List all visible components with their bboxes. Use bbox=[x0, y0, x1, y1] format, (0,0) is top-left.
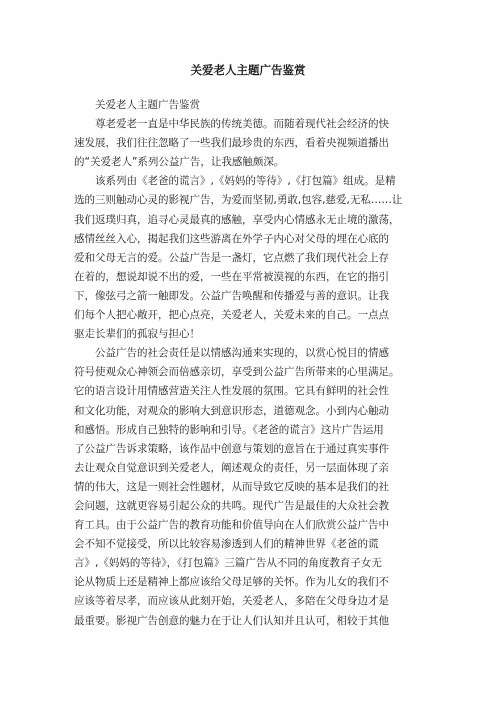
text-line: 最重要。影视广告创意的魅力在于让人们认知并且认可，相较于其他 bbox=[74, 614, 389, 627]
document-subtitle: 关爱老人主题广告鉴赏 bbox=[95, 99, 200, 111]
text-line: 速发展，我们往往忽略了一些我们最珍贵的东西，看着央视频道播出 bbox=[74, 137, 389, 150]
text-line: 育工具。由于公益广告的教育功能和价值导向在人们欣赏公益广告中 bbox=[74, 519, 389, 532]
text-line: 我们返璞归真，追寻心灵最真的感触，享受内心情感永无止境的激荡， bbox=[74, 213, 400, 226]
text-line: 和感悟。形成自己独特的影响和引导。《老爸的谎言》这片广告运用 bbox=[74, 423, 384, 436]
text-line: 驱走长辈们的孤寂与担心！ bbox=[74, 328, 200, 341]
text-line: 会问题，这就更容易引起公众的共鸣。现代广告是最佳的大众社会教 bbox=[74, 499, 389, 512]
text-line: 们每个人把心敞开，把心点亮，关爱老人，关爱未来的自己。一点点 bbox=[74, 309, 389, 322]
text-line: 了公益广告诉求策略，该作品中创意与策划的意旨在于通过真实事件 bbox=[74, 442, 389, 455]
text-line: 尊老爱老一直是中华民族的传统美德。而随着现代社会经济的快 bbox=[95, 118, 389, 131]
text-line: 符号使观众心神领会而倍感亲切，享受到公益广告所带来的心里满足。 bbox=[74, 366, 400, 379]
text-line: 选的三则触动心灵的影视广告，为爱而坚韧,勇敢,包容,慈爱,无私……让 bbox=[74, 194, 403, 207]
text-line: 会不知不觉接受，所以比较容易渗透到人们的精神世界《老爸的谎 bbox=[74, 538, 379, 551]
text-line: 该系列由《老爸的谎言》,《妈妈的等待》,《打包篇》组成。是精 bbox=[95, 175, 396, 188]
text-line: 言》,《妈妈的等待》，《打包篇》三篇广告从不同的角度教育子女无 bbox=[74, 557, 382, 570]
text-line: 去让观众自觉意识到关爱老人，阐述观众的责任，另一层面体现了亲 bbox=[74, 461, 389, 474]
document-body bbox=[74, 96, 424, 631]
text-line: 在着的，想说却说不出的爱，一些在平常被漠视的东西，在它的指引 bbox=[74, 270, 389, 283]
text-line: 和文化功能，对观众的影响大到意识形态，道德观念。小到内心触动 bbox=[74, 404, 389, 417]
document-title: 关爱老人主题广告鉴赏 bbox=[190, 63, 306, 77]
text-line: 它的语言设计用情感营造关注人性发展的氛围。它具有鲜明的社会性 bbox=[74, 385, 389, 398]
text-line: 感情丝丝入心，揭起我们这些游离在外学子内心对父母的埋在心底的 bbox=[74, 232, 389, 245]
text-line: 的“关爱老人”系列公益广告，让我感触颇深。 bbox=[74, 156, 285, 169]
text-line: 论从物质上还是精神上都应该给父母足够的关怀。作为儿女的我们不 bbox=[74, 576, 389, 589]
text-line: 公益广告的社会责任是以情感沟通来实现的，以赏心悦目的情感 bbox=[95, 347, 389, 360]
text-line: 爱和父母无言的爱。公益广告是一盏灯，它点燃了我们现代社会上存 bbox=[74, 251, 389, 264]
text-line: 下，像弦弓之箭一触即发。公益广告唤醒和传播爱与善的意识。让我 bbox=[74, 289, 389, 302]
text-line: 应该等着尽孝，而应该从此刻开始，关爱老人，多陪在父母身边才是 bbox=[74, 595, 389, 608]
text-line: 情的伟大，这是一则社会性题材，从而导致它反映的基本是我们的社 bbox=[74, 480, 389, 493]
